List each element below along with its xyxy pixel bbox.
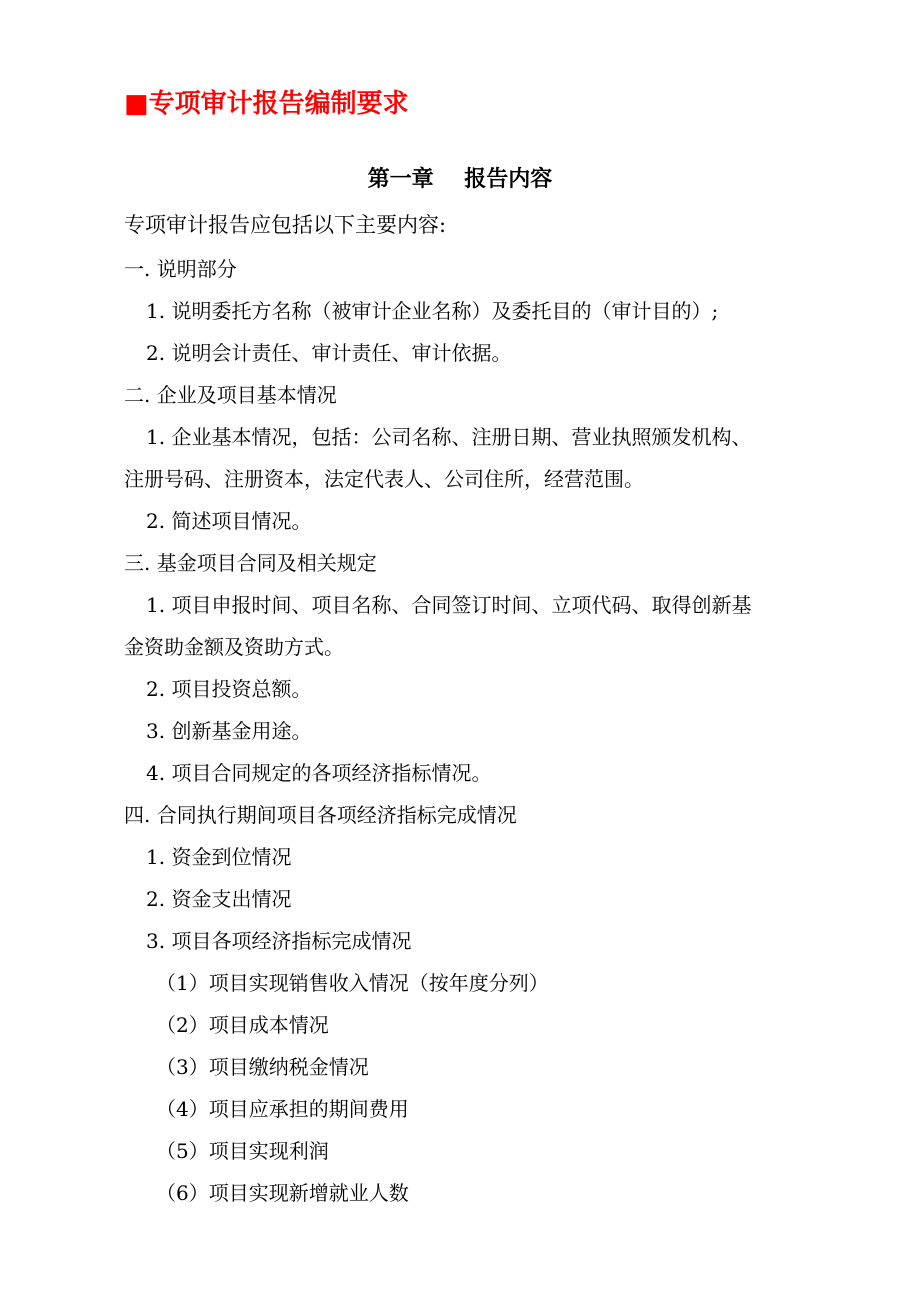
intro-text: 专项审计报告应包括以下主要内容: — [124, 213, 447, 237]
list-item: 2. 简述项目情况。 — [146, 509, 312, 533]
list-item: 1. 说明委托方名称（被审计企业名称）及委托目的（审计目的）; — [146, 299, 719, 323]
list-item: 2. 项目投资总额。 — [146, 677, 312, 701]
sub-list-item: （4）项目应承担的期间费用 — [156, 1097, 409, 1121]
list-item-continuation: 注册号码、注册资本，法定代表人、公司住所，经营范围。 — [124, 467, 644, 491]
section-heading: 一. 说明部分 — [124, 257, 237, 281]
list-item: 2. 资金支出情况 — [146, 887, 292, 911]
list-item: 3. 项目各项经济指标完成情况 — [146, 929, 412, 953]
list-item: 2. 说明会计责任、审计责任、审计依据。 — [146, 341, 512, 365]
section-heading: 二. 企业及项目基本情况 — [124, 383, 337, 407]
list-item: 1. 资金到位情况 — [146, 845, 292, 869]
sub-list-item: （2）项目成本情况 — [156, 1013, 329, 1037]
sub-list-item: （6）项目实现新增就业人数 — [156, 1181, 409, 1205]
list-item: 3. 创新基金用途。 — [146, 719, 312, 743]
sub-list-item: （1）项目实现销售收入情况（按年度分列） — [156, 971, 549, 995]
list-item: 1. 项目申报时间、项目名称、合同签订时间、立项代码、取得创新基 — [146, 593, 752, 617]
section-heading: 四. 合同执行期间项目各项经济指标完成情况 — [124, 803, 517, 827]
sub-list-item: （3）项目缴纳税金情况 — [156, 1055, 369, 1079]
chapter-heading: 第一章 报告内容 — [367, 166, 553, 192]
list-item: 1. 企业基本情况，包括：公司名称、注册日期、营业执照颁发机构、 — [146, 425, 752, 449]
list-item: 4. 项目合同规定的各项经济指标情况。 — [146, 761, 492, 785]
document-title: ■专项审计报告编制要求 — [124, 89, 409, 119]
section-heading: 三. 基金项目合同及相关规定 — [124, 551, 377, 575]
sub-list-item: （5）项目实现利润 — [156, 1139, 329, 1163]
list-item-continuation: 金资助金额及资助方式。 — [124, 635, 344, 659]
